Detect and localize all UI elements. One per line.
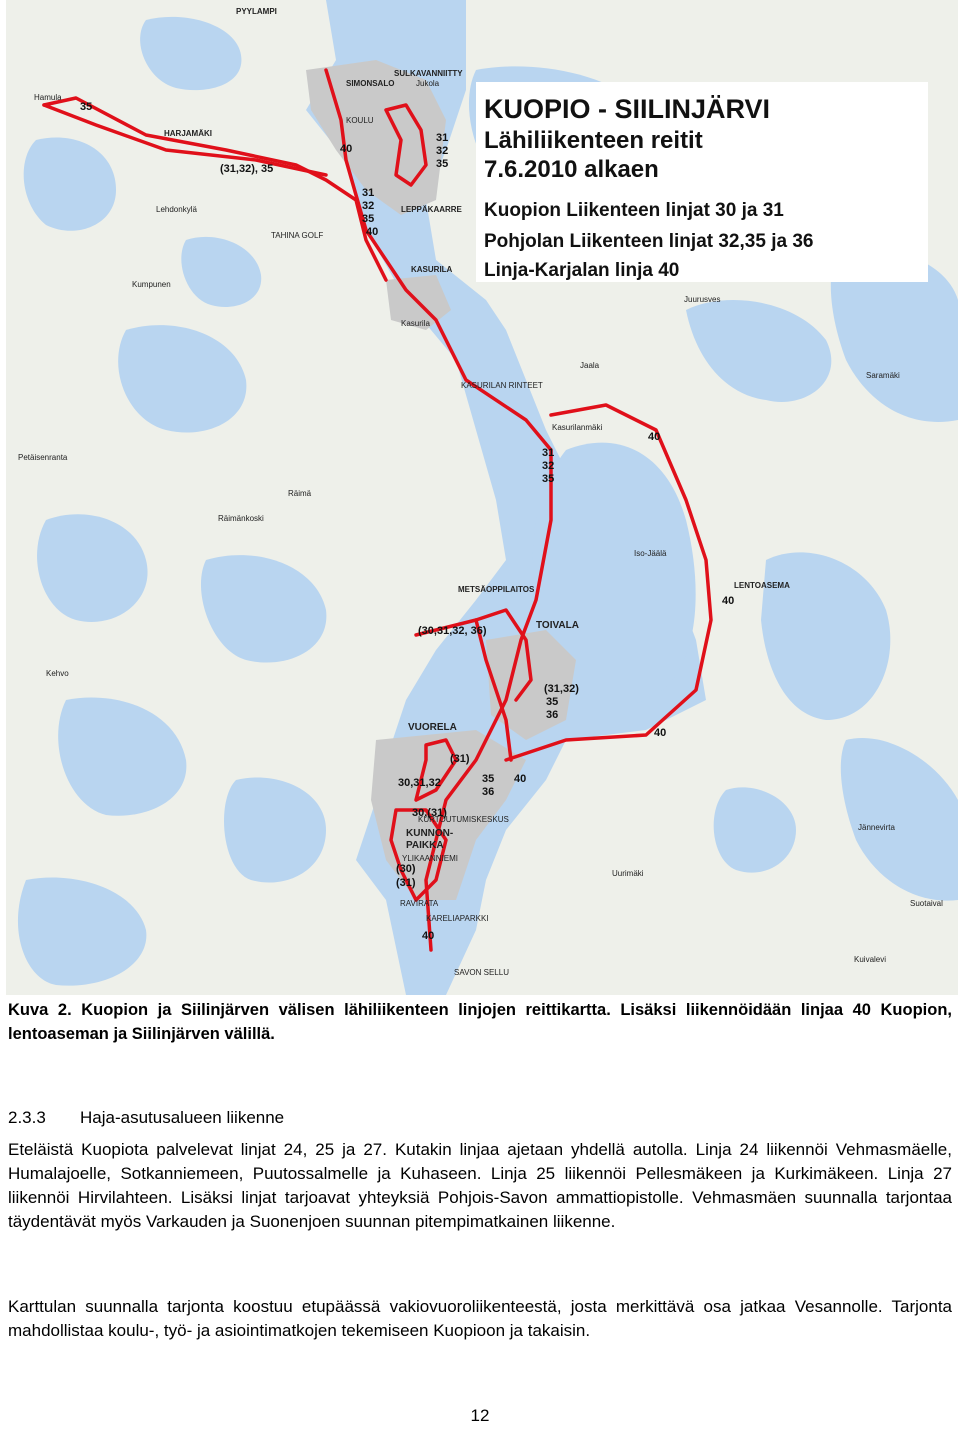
route-map [6,0,958,995]
title-line3: 7.6.2010 alkaen [484,156,659,183]
route-label-31-paren: (31) [450,753,470,765]
label-kuivalevi: Kuivalevi [854,955,887,964]
label-kunnonpaikka2: PAIKKA [406,840,444,851]
label-leppakaarre: LEPPÄKAARRE [401,205,462,214]
label-metsapirtti: METSÄOPPILAITOS [458,585,535,594]
route-label-303132: 30,31,32 [398,777,441,789]
paragraph-2: Karttulan suunnalla tarjonta koostuu etupäässä vakiovuoroliikenteestä, josta merkittävä osa jatkaa Vesannolle. Tarjonta mahdollistaa koulu-, työ- ja asiointimatkojen tekemiseen Kuopioon ja takaisin. [8,1297,952,1340]
label-sulkavanniitty: SULKAVANNIITTY [394,69,463,78]
route-label-40-a: 40 [366,226,379,238]
label-juurusves: Juurusves [684,295,721,304]
title-line2: Lähiliikenteen reitit [484,127,703,154]
label-jannevirta: Jännevirta [858,823,895,832]
label-kasurilanmaki: Kasurilanmäki [552,423,603,432]
route-label-36-c: 36 [546,709,559,721]
label-toivala: TOIVALA [536,620,579,631]
title-line6: Linja-Karjalan linja 40 [484,260,680,281]
label-kehvo: Kehvo [46,669,69,678]
label-lehdonkyla: Lehdonkylä [156,205,197,214]
title-line5: Pohjolan Liikenteen linjat 32,35 ja 36 [484,231,814,252]
title-line1: KUOPIO - SIILINJÄRVI [484,94,771,124]
label-saramaki: Saramäki [866,371,900,380]
label-jukola: Jukola [416,79,440,88]
route-label-31-b: 31 [542,447,555,459]
label-harjamaki: HARJAMÄKI [164,129,212,138]
route-label-35-d: 35 [482,773,495,785]
route-label-40-ne: 40 [648,431,661,443]
label-pyylampi: PYYLAMPI [236,7,277,16]
route-label-loop-35: 35 [436,158,449,170]
label-petaisenranta: Petäisenranta [18,453,68,462]
section-heading [8,1106,284,1130]
label-suotaival: Suotaival [910,899,943,908]
route-label-40-d: 40 [514,773,527,785]
label-uurimaki: Uurimäki [612,869,644,878]
label-kasurila: Kasurila [401,319,430,328]
label-raimankoski: Räimänkoski [218,514,264,523]
route-label-31p: (31) [396,877,416,889]
route-label-40-s: 40 [422,930,435,942]
route-label-40-lento: 40 [722,595,735,607]
route-label-35-c: 35 [546,696,559,708]
label-lentoasema: LENTOASEMA [734,581,790,590]
route-label-30-31: 30,(31) [412,807,447,819]
label-savon-sellu: SAVON SELLU [454,968,509,977]
label-ylikaannie: YLIKAANNIEMI [402,854,459,863]
label-kasurila-caps: KASURILA [411,265,453,274]
label-kasurilan-rinteet: KASURILAN RINTEET [461,381,543,390]
route-label-30p: (30) [396,863,416,875]
label-kunnonpaikka: KUNNON- [406,828,454,839]
label-kareliaparkki: KARELIAPARKKI [426,914,489,923]
label-kurkimaki: KURTOUTUMISKESKUS [418,815,509,824]
label-jaala: Jaala [580,361,600,370]
route-label-loop-31: 31 [436,132,449,144]
paragraph-1: Eteläistä Kuopiota palvelevat linjat 24, 25 ja 27. Kutakin linjaa ajetaan yhdellä autolla. Linja 24 liikennöi Vehmasmäelle, Humalajoelle, Sotkanniemeen, Puutossalmelle ja Kuhaseen. Linja 25 liikennöi Pellesmäkeen ja Kurkimäkeen. Linja 27 liikennöi Hirvilahteen. Lisäksi linjat tarjoavat yhteyksiä Pohjois-Savon ammattiopistolle. Vehmasmäen suunnalla tarjontaa täydentävät myös Varkauden ja Suonenjoen suunnan pitempimatkainen liikenne. [8,1140,952,1231]
label-ravirata: RAVIRATA [400,899,439,908]
label-tahina-golf: TAHINA GOLF [271,231,324,240]
label-vuorela: VUORELA [408,722,457,733]
route-label-32-a: 32 [362,200,375,212]
map-title-block [476,82,928,282]
route-label-40-top: 40 [340,143,353,155]
caption-text: Kuopion ja Siilinjärven välisen lähiliikenteen linjojen reittikartta. Lisäksi liikennöidään linjaa 40 Kuopion, lentoaseman ja Siilinjärven välillä. [8,1001,952,1043]
caption-label: Kuva 2. [8,1001,72,1019]
route-label-35-a: 35 [362,213,375,225]
label-raimaki: Räimä [288,489,312,498]
figure-caption [8,998,952,1046]
label-kumpunen: Kumpunen [132,280,171,289]
label-koulu: KOULU [346,116,374,125]
page-number: 12 [470,1406,490,1425]
label-hamula: Hamula [34,93,62,102]
route-label-40-east: 40 [654,727,667,739]
route-label-3132-35: (31,32), 35 [220,163,274,175]
route-label-30313236: (30,31,32, 36) [418,625,487,637]
route-label-loop-32: 32 [436,145,449,157]
route-label-3132-c: (31,32) [544,683,579,695]
section-number: 2.3.3 [8,1108,46,1127]
route-label-32-b: 32 [542,460,555,472]
title-line4: Kuopion Liikenteen linjat 30 ja 31 [484,200,784,221]
label-iso-jaala: Iso-Jäälä [634,549,667,558]
label-simonsalo: SIMONSALO [346,79,395,88]
route-label-35-b: 35 [542,473,555,485]
route-label-31-a: 31 [362,187,375,199]
section-title: Haja-asutusalueen liikenne [80,1108,285,1127]
route-label-36-d: 36 [482,786,495,798]
route-label-35-nw: 35 [80,101,93,113]
